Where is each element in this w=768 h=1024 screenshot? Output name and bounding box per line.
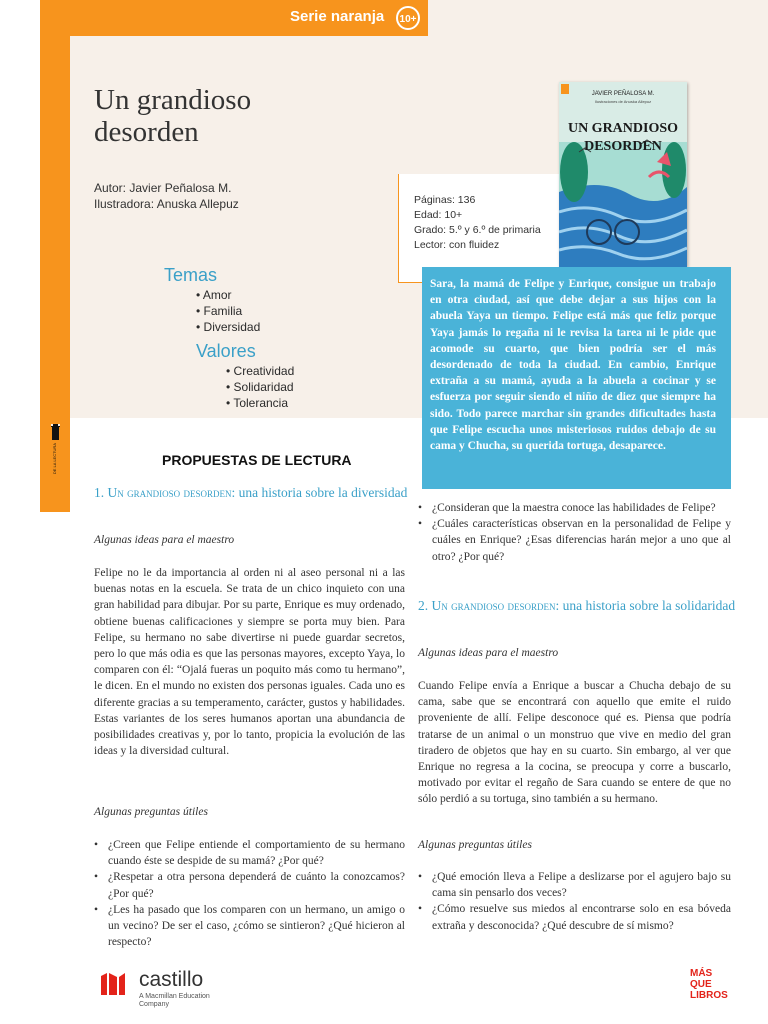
- publisher-tagline-1: A Macmillan Education: [139, 993, 210, 1000]
- question-item: • ¿Consideran que la maestra conoce las habilidades de Felipe?: [418, 500, 731, 516]
- section-1-ideas-heading: Algunas ideas para el maestro: [94, 534, 235, 546]
- author-label: Autor: Javier Peñalosa M.: [94, 181, 232, 195]
- grade-info: Grado: 5.º y 6.º de primaria: [414, 224, 541, 236]
- section-1-questions-heading: Algunas preguntas útiles: [94, 806, 208, 818]
- question-item: • ¿Respetar a otra persona dependerá de cuánto la conozcamos? ¿Por qué?: [94, 869, 405, 901]
- section-2-title-rest: : una historia sobre la solidaridad: [555, 598, 736, 613]
- illustrator-label: Ilustradora: Anuska Allepuz: [94, 197, 239, 211]
- publisher-tagline-2: Company: [139, 1001, 169, 1008]
- valor-item: • Tolerancia: [226, 395, 294, 411]
- valor-item: • Creatividad: [226, 363, 294, 379]
- book-cover-image: [559, 82, 687, 267]
- publisher-name: castillo: [139, 968, 204, 991]
- tema-item: • Amor: [196, 287, 260, 303]
- section-2-ideas-heading: Algunas ideas para el maestro: [418, 647, 559, 659]
- section-1-number: 1.: [94, 485, 105, 500]
- castillo-logo-icon: [100, 972, 126, 996]
- question-item: • ¿Les ha pasado que los comparen con un hermano, un amigo o un vecino? De ser el caso, ¿cómo se sintieron? ¿Qué hicieron al respecto?: [94, 902, 405, 951]
- mas-que-libros-logo: [690, 968, 732, 1001]
- question-item: • ¿Cómo resuelve sus miedos al encontrarse solo en esa bóveda extraña y desconocida? ¿Qué descubre de sí mismo?: [418, 901, 731, 933]
- section-1-heading: [94, 484, 414, 501]
- temas-list: [196, 287, 260, 335]
- propuestas-heading: PROPUESTAS DE LECTURA: [162, 452, 352, 468]
- cover-title-1: UN GRANDIOSO: [567, 121, 679, 136]
- section-1-questions-continued: [418, 500, 731, 565]
- question-item: • ¿Cuáles características observan en la personalidad de Felipe y cuáles en Enrique? ¿Esas diferencias harán mejor a uno que al otro? ¿Por qué?: [418, 516, 731, 565]
- age-info: Edad: 10+: [414, 209, 463, 221]
- valores-list: [226, 363, 294, 411]
- campaign-word-1: MÁS: [690, 968, 713, 979]
- cover-author: JAVIER PEÑALOSA M.: [591, 91, 655, 97]
- series-label: Serie naranja: [290, 8, 385, 25]
- tema-item: • Familia: [196, 303, 260, 319]
- temas-heading: Temas: [164, 265, 218, 285]
- valores-heading: Valores: [196, 341, 256, 361]
- section-1-questions: [94, 837, 405, 950]
- section-2-questions-heading: Algunas preguntas útiles: [418, 839, 532, 851]
- book-title-line-1: Un grandioso: [94, 84, 252, 116]
- castillo-lectura-logo: [48, 410, 64, 474]
- publisher-tagline: [139, 993, 210, 1009]
- cover-illustrator: Ilustraciones de Anuska Allepuz: [594, 99, 652, 104]
- campaign-word-3: LIBROS: [690, 990, 728, 1001]
- svg-text:CASTILLO DE LA LECTURA: CASTILLO DE LA LECTURA: [52, 443, 57, 474]
- section-2-paragraph: Cuando Felipe envía a Enrique a buscar a Chucha debajo de su cama, sabe que se encontrará con aquello que emite el ruido proveniente de allí. Felipe desconoce qué es. Piensa que podría tratarse de un animal o un monstruo que vive en medio del gran tiradero de objetos que hay en su cuarto. Sin embargo, al ver que Enrique no regresa a la cocina, se preocupa y corre a buscarlo, motivado por evitar el regaño de Sara cuando se entere de que no sólo perdió a su tortuga, sino también a su hermano.: [418, 680, 731, 806]
- valor-item: • Solidaridad: [226, 379, 294, 395]
- pages-info: Páginas: 136: [414, 194, 476, 206]
- campaign-word-2: QUE: [690, 979, 712, 990]
- book-credits: [94, 180, 239, 212]
- book-title-line-2: desorden: [94, 116, 199, 148]
- tema-item: • Diversidad: [196, 319, 260, 335]
- cover-title-2: DESORDEN: [584, 139, 662, 154]
- section-2-heading: [418, 597, 738, 614]
- section-2-title-book: Un grandioso desorden: [431, 598, 556, 613]
- reader-info: Lector: con fluidez: [414, 239, 500, 251]
- question-item: • ¿Creen que Felipe entiende el comportamiento de su hermano cuando éste se despide de su mamá? ¿Por qué?: [94, 837, 405, 869]
- book-info-text: [414, 193, 541, 253]
- book-title: [94, 84, 394, 148]
- section-1-title-book: Un grandioso desorden: [107, 485, 232, 500]
- question-item: • ¿Qué emoción lleva a Felipe a deslizarse por el agujero bajo su cama sin pensarlo dos veces?: [418, 869, 731, 901]
- book-summary: Sara, la mamá de Felipe y Enrique, consigue un trabajo en otra ciudad, así que debe dejar a sus hijos con la abuela Yaya un tiempo. Felipe está más que feliz porque Yaya jamás lo regaña ni le revisa la tarea ni le pide que acomode su cuarto, que bien podría ser el más desordenado de toda la ciudad. En cambio, Enrique extraña a su mamá, ayuda a la abuela a cocinar y se esfuerza por seguir siendo el niño de diez que siempre ha sido. Todo parece marchar sin grandes dificultades hasta que Felipe escucha unos misteriosos ruidos debajo de su cama y Chucha, su querida tortuga, desaparece.: [430, 278, 716, 453]
- section-1-title-rest: : una historia sobre la diversidad: [231, 485, 408, 500]
- section-1-paragraph: Felipe no le da importancia al orden ni al aseo personal ni a las buenas notas en la escuela. Se trata de un chico inquieto con una gran habilidad para dibujar. Por su parte, Enrique es muy ordenado, obtiene buenas calificaciones y siempre se porta muy bien. Para Felipe, su hermano no sabe divertirse ni puede guardar secretos, pero lo que más odia es que las personas mayores, excepto Yaya, lo comparen con él: “Ojalá fueras un poquito más como tu hermano”, le dicen. En el mundo no existen dos personas iguales. Cada uno es diferente gracias a su temperamento, carácter, gustos y habilidades. Estas variantes de los seres humanos aportan una abundancia de posibilidades creativas y, por lo tanto, propicia la evolución de las ideas y la diversidad cultural.: [94, 567, 405, 758]
- age-badge: 10+: [396, 6, 420, 30]
- section-2-number: 2.: [418, 598, 429, 613]
- section-2-questions: [418, 869, 731, 934]
